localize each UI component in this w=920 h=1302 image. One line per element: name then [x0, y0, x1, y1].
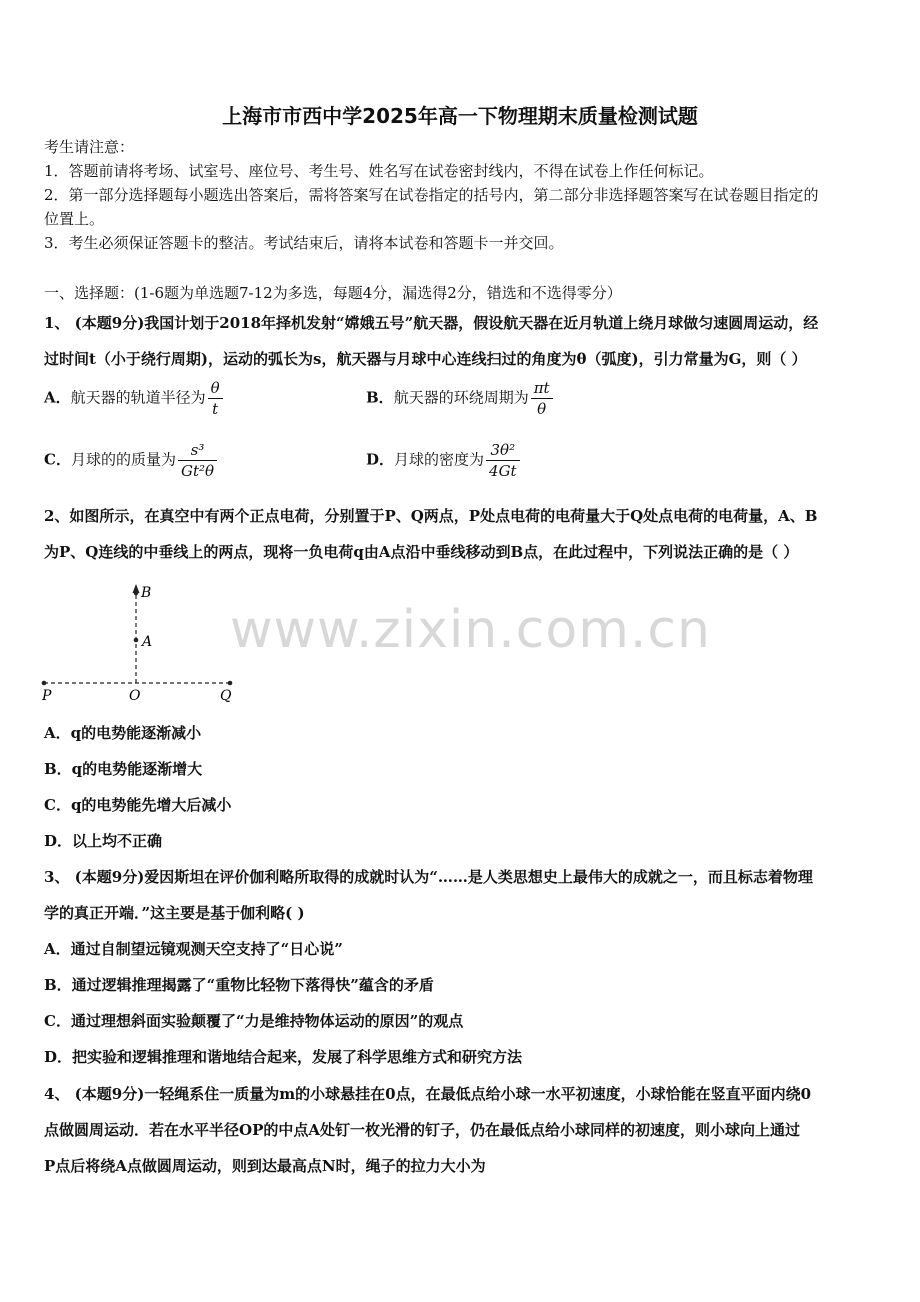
fraction	[178, 440, 217, 481]
notice-item-2-cont: 位置上。	[44, 210, 105, 228]
watermark: www.zixin.com.cn	[230, 600, 711, 660]
numerator: πt	[531, 378, 553, 399]
label-a: A	[142, 634, 153, 650]
option-label: B．	[366, 388, 394, 407]
q1-option-a	[44, 378, 223, 419]
q2-stem-line2: 为P、Q连线的中垂线上的两点，现将一负电荷q由A点沿中垂线移动到B点，在此过程中，下列说法正确的是（ ）	[44, 543, 799, 561]
notice-heading: 考生请注意：	[44, 138, 135, 156]
option-text: 月球的密度为	[394, 450, 485, 469]
label-o: O	[129, 688, 141, 703]
q4-stem-line3: P点后将绕A点做圆周运动，则到达最高点N时，绳子的拉力大小为	[44, 1157, 486, 1175]
option-label: D．	[366, 450, 395, 469]
q3-option-a: A．通过自制望远镜观测天空支持了“日心说”	[44, 940, 343, 958]
charge-diagram	[40, 578, 250, 703]
denominator: θ	[537, 400, 547, 418]
denominator: Gt²θ	[180, 462, 215, 480]
notice-item-3: 3．考生必须保证答题卡的整洁。考试结束后，请将本试卷和答题卡一并交回。	[44, 234, 564, 252]
denominator: 4Gt	[489, 462, 517, 480]
q3-option-b: B．通过逻辑推理揭露了“重物比轻物下落得快”蕴含的矛盾	[44, 976, 434, 994]
q3-option-d: D．把实验和逻辑推理和谐地结合起来，发展了科学思维方式和研究方法	[44, 1048, 523, 1066]
point-q	[228, 681, 233, 686]
fraction	[486, 440, 520, 481]
point-a	[134, 638, 139, 643]
numerator: s³	[178, 440, 217, 461]
point-b	[134, 591, 139, 596]
q2-stem-line1: 2、如图所示，在真空中有两个正点电荷，分别置于P、Q两点，P处点电荷的电荷量大于Q处点电荷的电荷量，A、B	[44, 507, 818, 525]
q4-stem-line1: 4、 (本题9分)一轻绳系住一质量为m的小球悬挂在0点，在最低点给小球一水平初速度，小球恰能在竖直平面内绕0	[44, 1085, 812, 1103]
notice-item-1: 1．答题前请将考场、试室号、座位号、考生号、姓名写在试卷密封线内，不得在试卷上作任何标记。	[44, 162, 714, 180]
q1-option-c	[44, 440, 217, 481]
section-heading: 一、选择题：(1-6题为单选题7-12为多选，每题4分，漏选得2分，错选和不选得零分）	[44, 284, 622, 302]
point-p	[42, 681, 47, 686]
notice-item-2: 2．第一部分选择题每小题选出答案后，需将答案写在试卷指定的括号内，第二部分非选择题答案写在试卷题目指定的	[44, 186, 819, 204]
fraction	[531, 378, 553, 419]
label-b: B	[141, 585, 152, 601]
q3-stem-line2: 学的真正开端．”这主要是基于伽利略( )	[44, 904, 305, 922]
numerator: 3θ²	[486, 440, 520, 461]
q4-stem-line2: 点做圆周运动．若在水平半径OP的中点A处钉一枚光滑的钉子，仍在最低点给小球同样的初速度，则小球向上通过	[44, 1121, 800, 1139]
denominator: t	[212, 400, 219, 418]
q2-option-a: A．q的电势能逐渐减小	[44, 724, 202, 742]
q2-option-c: C．q的电势能先增大后减小	[44, 796, 232, 814]
label-q: Q	[220, 688, 232, 703]
q1-option-d	[366, 440, 520, 481]
q1-stem-line1: 1、 (本题9分)我国计划于2018年择机发射“嫦娥五号”航天器，假设航天器在近月轨道上绕月球做匀速圆周运动，经	[44, 314, 819, 332]
page-title: 上海市市西中学2025年高一下物理期末质量检测试题	[222, 104, 698, 128]
option-text: 月球的的质量为	[70, 450, 176, 469]
option-text: 航天器的轨道半径为	[70, 388, 206, 407]
q3-option-c: C．通过理想斜面实验颠覆了“力是维持物体运动的原因”的观点	[44, 1012, 464, 1030]
option-label: A．	[44, 388, 71, 407]
q2-option-d: D．以上均不正确	[44, 832, 163, 850]
numerator: θ	[208, 378, 223, 399]
option-label: C．	[44, 450, 71, 469]
q3-stem-line1: 3、 (本题9分)爱因斯坦在评价伽利略所取得的成就时认为“……是人类思想史上最伟大的成就之一，而且标志着物理	[44, 868, 813, 886]
q1-option-b	[366, 378, 553, 419]
fraction	[208, 378, 223, 419]
label-p: P	[42, 688, 52, 703]
q2-option-b: B．q的电势能逐渐增大	[44, 760, 203, 778]
option-text: 航天器的环绕周期为	[393, 388, 529, 407]
q1-stem-line2: 过时间t（小于绕行周期)，运动的弧长为s，航天器与月球中心连线扫过的角度为θ（弧度)，引力常量为G，则（ ）	[44, 350, 807, 368]
